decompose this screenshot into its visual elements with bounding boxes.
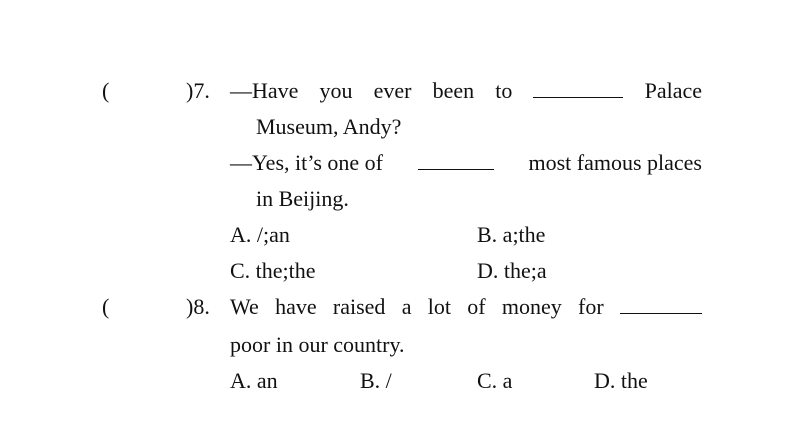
option-c[interactable]: C. the;the xyxy=(230,258,316,283)
word: ever xyxy=(373,78,412,103)
question-7-line-4: in Beijing. xyxy=(256,186,349,211)
option-d[interactable]: D. the;a xyxy=(477,258,547,283)
option-d[interactable]: D. the xyxy=(594,368,648,393)
option-c[interactable]: C. a xyxy=(477,368,513,393)
answer-paren-open: ( xyxy=(102,294,110,319)
question-number: )8. xyxy=(186,294,210,319)
word: to xyxy=(495,78,513,103)
question-7-line-2: Museum, Andy? xyxy=(256,114,402,139)
word: have xyxy=(275,294,317,319)
answer-blank xyxy=(533,79,623,98)
option-b[interactable]: B. a;the xyxy=(477,222,546,247)
word: a xyxy=(401,294,412,319)
word: —Have xyxy=(230,78,299,103)
word: We xyxy=(230,294,259,319)
answer-paren-open: ( xyxy=(102,78,110,103)
question-number: )7. xyxy=(186,78,210,103)
word: Palace xyxy=(644,78,702,103)
text-segment: most famous places xyxy=(528,150,702,175)
answer-blank xyxy=(418,151,494,170)
option-a[interactable]: A. /;an xyxy=(230,222,290,247)
word: you xyxy=(319,78,353,103)
option-b[interactable]: B. / xyxy=(360,368,392,393)
word: raised xyxy=(332,294,386,319)
word: money xyxy=(501,294,562,319)
word: been xyxy=(432,78,475,103)
question-8-line-1 xyxy=(230,294,702,320)
question-7-line-1 xyxy=(230,78,702,104)
option-a[interactable]: A. an xyxy=(230,368,278,393)
text-segment: —Yes, it’s one of xyxy=(230,150,384,175)
word: of xyxy=(467,294,486,319)
word: for xyxy=(578,294,604,319)
question-8-line-2: poor in our country. xyxy=(230,332,405,357)
word: lot xyxy=(427,294,451,319)
answer-blank xyxy=(620,295,702,314)
question-7-line-3 xyxy=(230,150,702,176)
